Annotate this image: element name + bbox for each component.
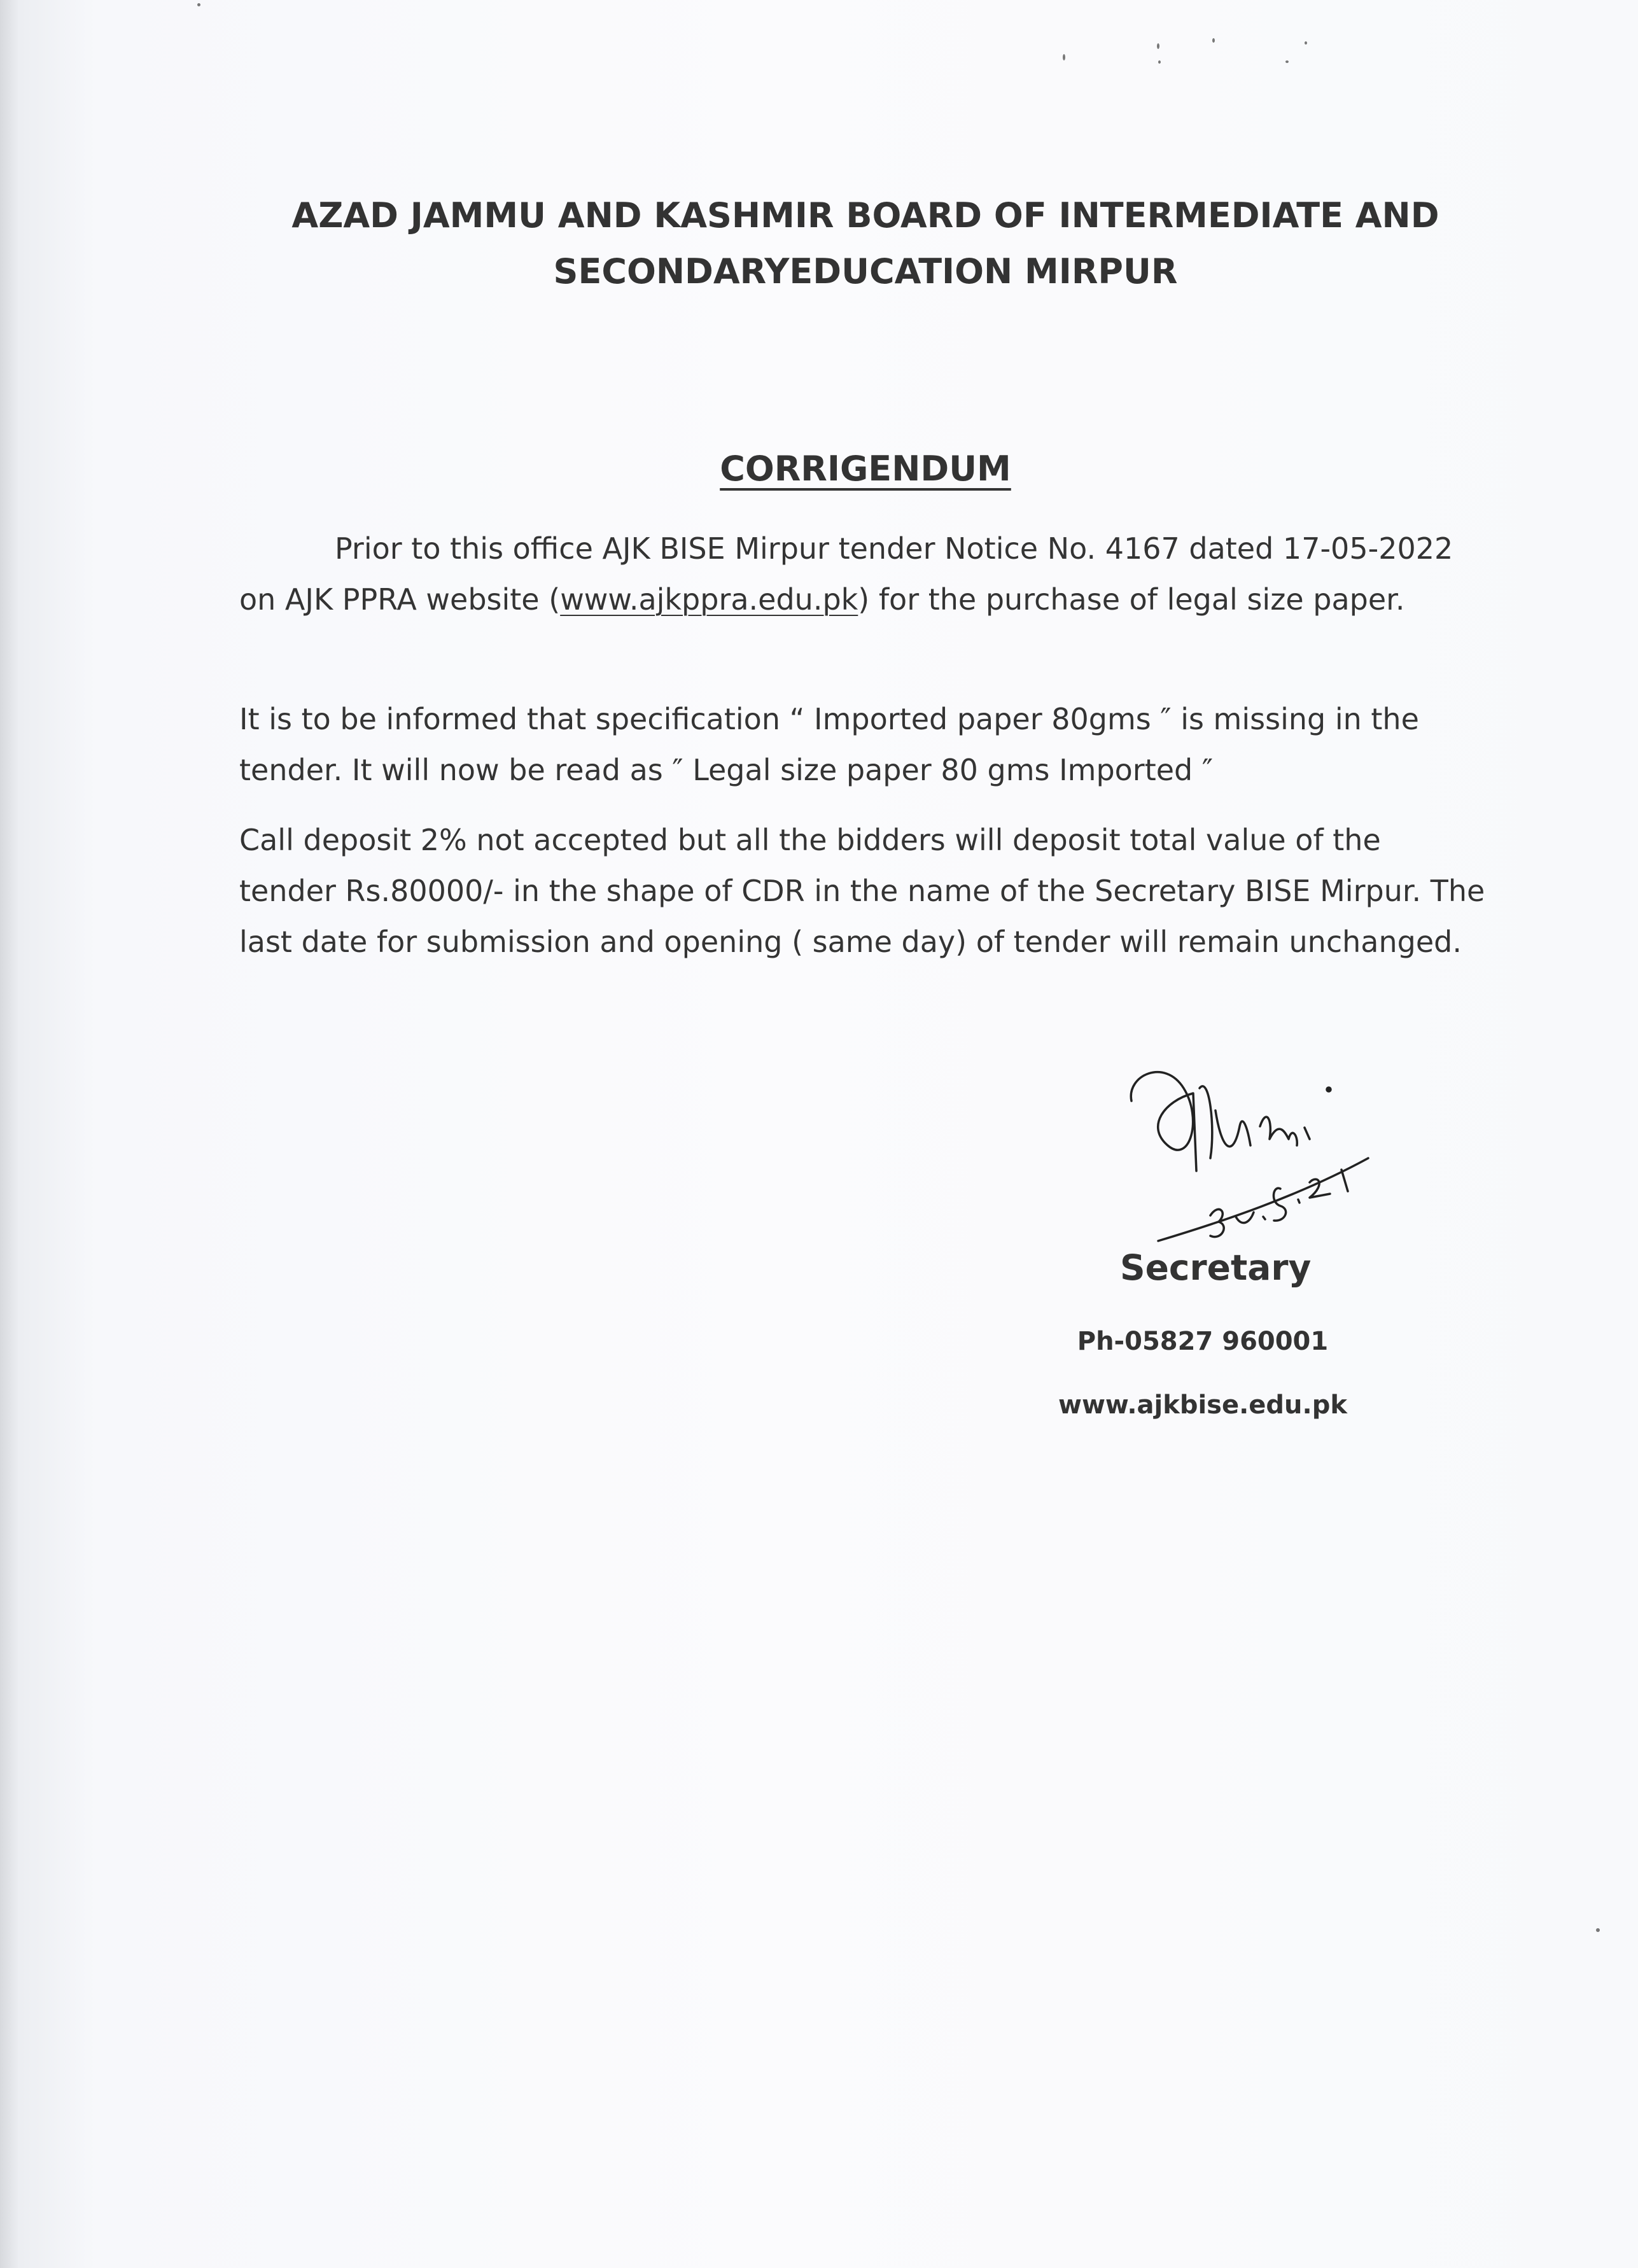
board-name-line-2: SECONDARYEDUCATION MIRPUR — [553, 251, 1178, 291]
document-title-text: CORRIGENDUM — [720, 449, 1011, 489]
paragraph-1-after-link: ) for the purchase of legal size paper. — [858, 582, 1405, 617]
phone-number: Ph-05827 960001 — [1077, 1327, 1329, 1356]
paragraph-2: It is to be informed that specification “ Imported paper 80gms ″ is missing in the tender. It will now be read as ″ Legal size paper 80 gms Imported ″ — [239, 702, 1419, 787]
scan-speck — [1596, 1928, 1600, 1932]
signatory-title: Secretary — [1120, 1247, 1312, 1288]
scan-speck — [1212, 38, 1215, 43]
board-website[interactable]: www.ajkbise.edu.pk — [1058, 1390, 1347, 1420]
scan-speck — [1158, 60, 1161, 64]
scan-speck — [1285, 60, 1289, 63]
document-title — [191, 449, 1540, 489]
ajkppra-website-link[interactable]: www.ajkppra.edu.pk — [560, 582, 858, 617]
scan-speck — [1305, 41, 1307, 45]
handwritten-signature — [1095, 1050, 1451, 1260]
board-name-line-1: AZAD JAMMU AND KASHMIR BOARD OF INTERMEDIATE AND — [291, 195, 1439, 235]
paragraph-1-before-link: Prior to this office AJK BISE Mirpur tender Notice No. 4167 dated 17-05-2022 on AJK PPRA website ( — [239, 531, 1453, 617]
paragraph-3: Call deposit 2% not accepted but all the bidders will deposit total value of the tender Rs.80000/- in the shape of CDR in the name of the Secretary BISE Mirpur. The last date for submission and opening ( same day) of tender will remain unchanged. — [239, 823, 1485, 959]
scan-speck — [1063, 54, 1065, 60]
scan-speck — [1157, 43, 1159, 49]
paragraph-1 — [239, 523, 1487, 625]
scan-speck — [197, 3, 200, 6]
